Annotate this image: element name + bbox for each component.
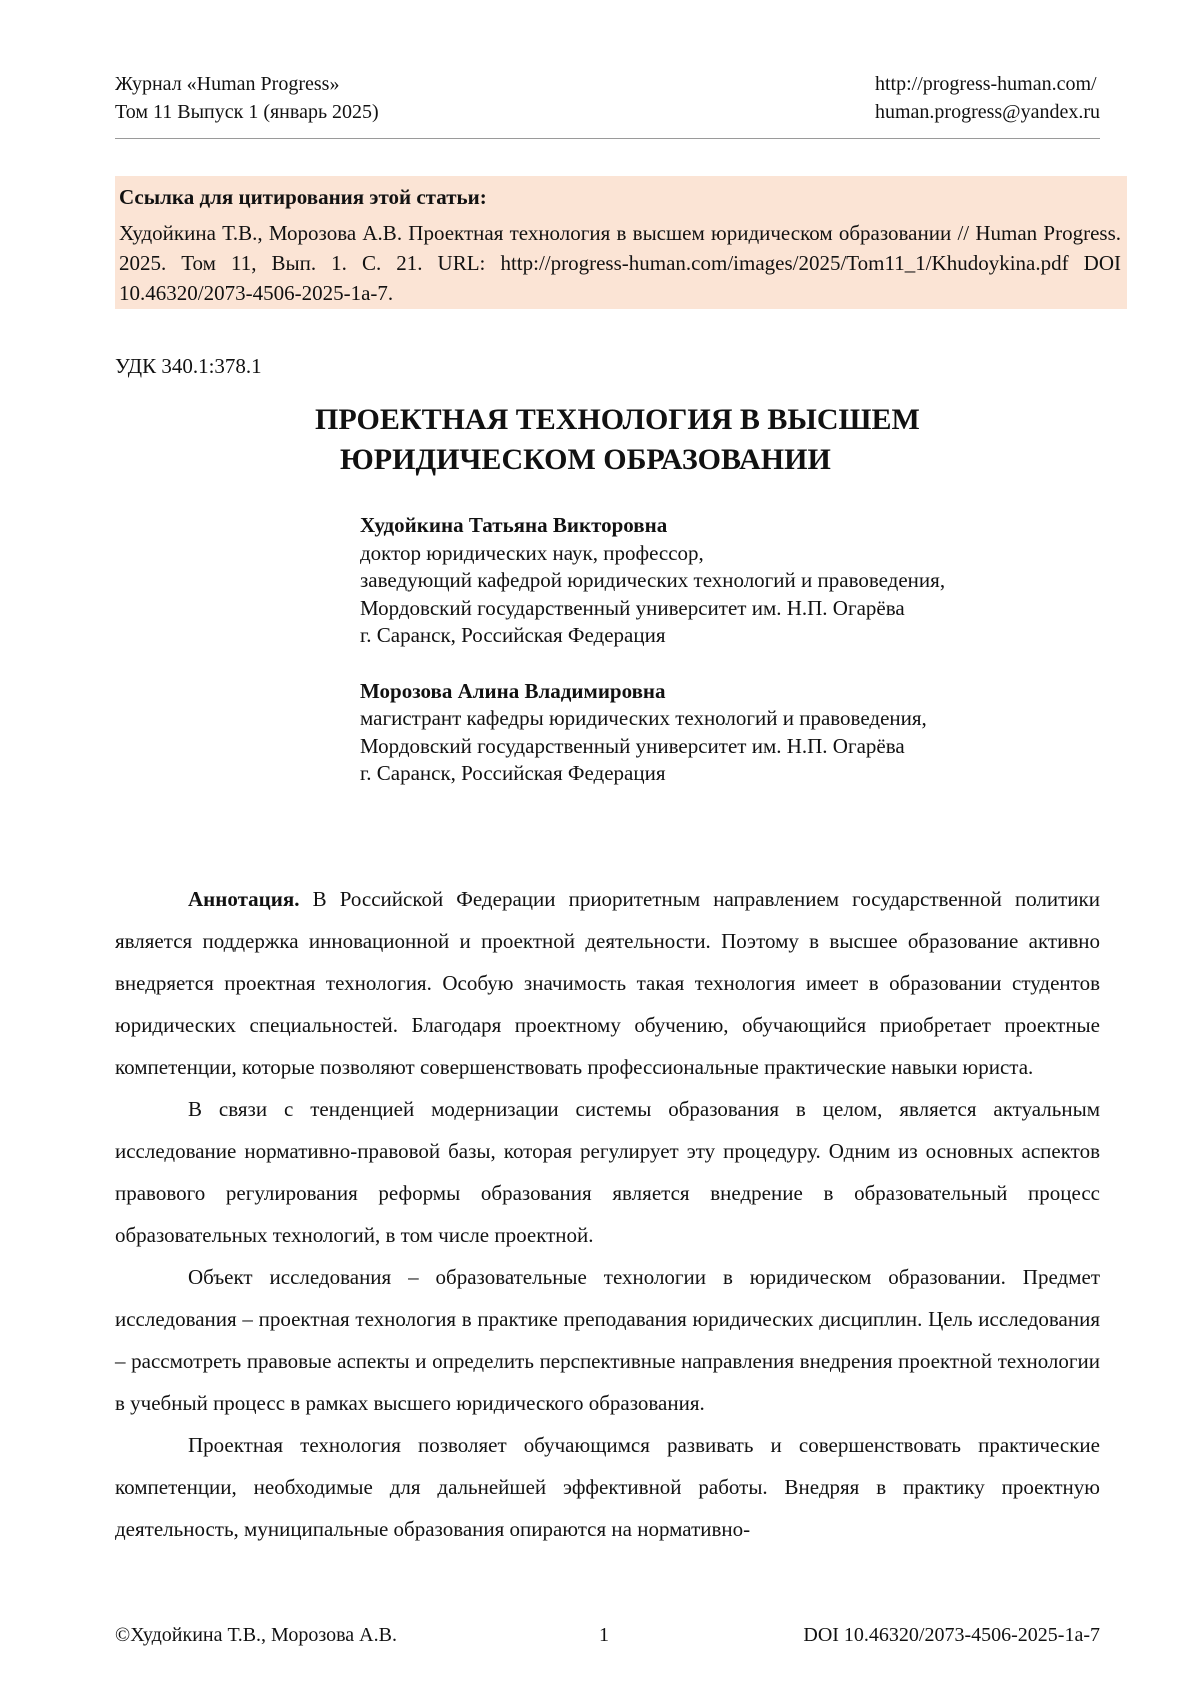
author-affiliation-line: Мордовский государственный университет им. Н.П. Огарёва bbox=[360, 733, 905, 758]
body-paragraph: Объект исследования – образовательные технологии в юридическом образовании. Предмет исследования – проектная технология в практике преподавания юридических дисциплин. Цель исследования – рассмотреть правовые аспекты и определить перспективные направления внедрения проектной технологии в учебный процесс в рамках высшего юридического образования. bbox=[115, 1265, 1100, 1415]
citation-box bbox=[115, 176, 1127, 309]
header-divider bbox=[115, 138, 1100, 139]
authors-block bbox=[360, 512, 1100, 816]
footer-copyright: ©Худойкина Т.В., Морозова А.В. bbox=[115, 1624, 397, 1646]
udk-code: УДК 340.1:378.1 bbox=[115, 354, 262, 378]
author-1 bbox=[360, 512, 1100, 650]
journal-name: Журнал «Human Progress» bbox=[115, 73, 340, 95]
footer-doi: DOI 10.46320/2073-4506-2025-1a-7 bbox=[803, 1624, 1100, 1646]
citation-text: Худойкина Т.В., Морозова А.В. Проектная технология в высшем юридическом образовании // Human Progress. 2025. Том 11, Вып. 1. С. 21. URL: http://progress-human.com/images/2025/Tom11_1/Khudoykina.pdf DOI 10.46320/2073-4506-2025-1a-7. bbox=[119, 221, 1121, 305]
author-2 bbox=[360, 678, 1100, 788]
header-right bbox=[875, 70, 1100, 126]
page-number: 1 bbox=[599, 1624, 609, 1646]
journal-email[interactable]: human.progress@yandex.ru bbox=[874, 101, 1100, 123]
author-affiliation-line: магистрант кафедры юридических технологий и правоведения, bbox=[360, 706, 927, 730]
title-line-1: ПРОЕКТНАЯ ТЕХНОЛОГИЯ В ВЫСШЕМ bbox=[315, 403, 920, 436]
author-name: Морозова Алина Владимировна bbox=[360, 678, 666, 703]
article-body bbox=[115, 878, 1100, 1550]
title-line-2: ЮРИДИЧЕСКОМ ОБРАЗОВАНИИ bbox=[340, 443, 831, 476]
page-footer bbox=[115, 1621, 1100, 1651]
body-paragraph: Проектная технология позволяет обучающимся развивать и совершенствовать практические компетенции, необходимые для дальнейшей эффективной работы. Внедряя в практику проектную деятельность, муниципальные образования опираются на нормативно- bbox=[115, 1433, 1100, 1541]
author-affiliation-line: заведующий кафедрой юридических технологий и правоведения, bbox=[360, 568, 946, 592]
article-page bbox=[115, 70, 1121, 1541]
author-affiliation-line: Мордовский государственный университет им. Н.П. Огарёва bbox=[360, 595, 905, 620]
abstract-text: В Российской Федерации приоритетным направлением государственной политики является поддержка инновационной и проектной деятельности. Поэтому в высшее образование активно внедряется проектная технология. Особую значимость такая технология имеет в образовании студентов юридических специальностей. Благодаря проектному обучению, обучающийся приобретает проектные компетенции, которые позволяют совершенствовать профессиональные практические навыки юриста. bbox=[115, 887, 1100, 1079]
author-affiliation-line: доктор юридических наук, профессор, bbox=[360, 540, 704, 565]
citation-heading: Ссылка для цитирования этой статьи: bbox=[119, 185, 487, 209]
author-name: Худойкина Татьяна Викторовна bbox=[360, 513, 668, 537]
body-paragraph: В связи с тенденцией модернизации системы образования в целом, является актуальным исследование нормативно-правовой базы, которая регулирует эту процедуру. Одним из основных аспектов правового регулирования реформы образования является внедрение в образовательный процесс образовательных технологий, в том числе проектной. bbox=[115, 1097, 1100, 1247]
author-affiliation-line: г. Саранск, Российская Федерация bbox=[360, 623, 666, 647]
header-left bbox=[115, 70, 379, 126]
journal-header bbox=[115, 70, 1100, 132]
journal-url[interactable]: http://progress-human.com/ bbox=[874, 73, 1097, 95]
author-affiliation-line: г. Саранск, Российская Федерация bbox=[360, 761, 666, 785]
abstract-paragraph bbox=[115, 878, 1100, 1088]
journal-issue: Том 11 Выпуск 1 (январь 2025) bbox=[115, 101, 379, 123]
abstract-label: Аннотация. bbox=[188, 887, 300, 911]
